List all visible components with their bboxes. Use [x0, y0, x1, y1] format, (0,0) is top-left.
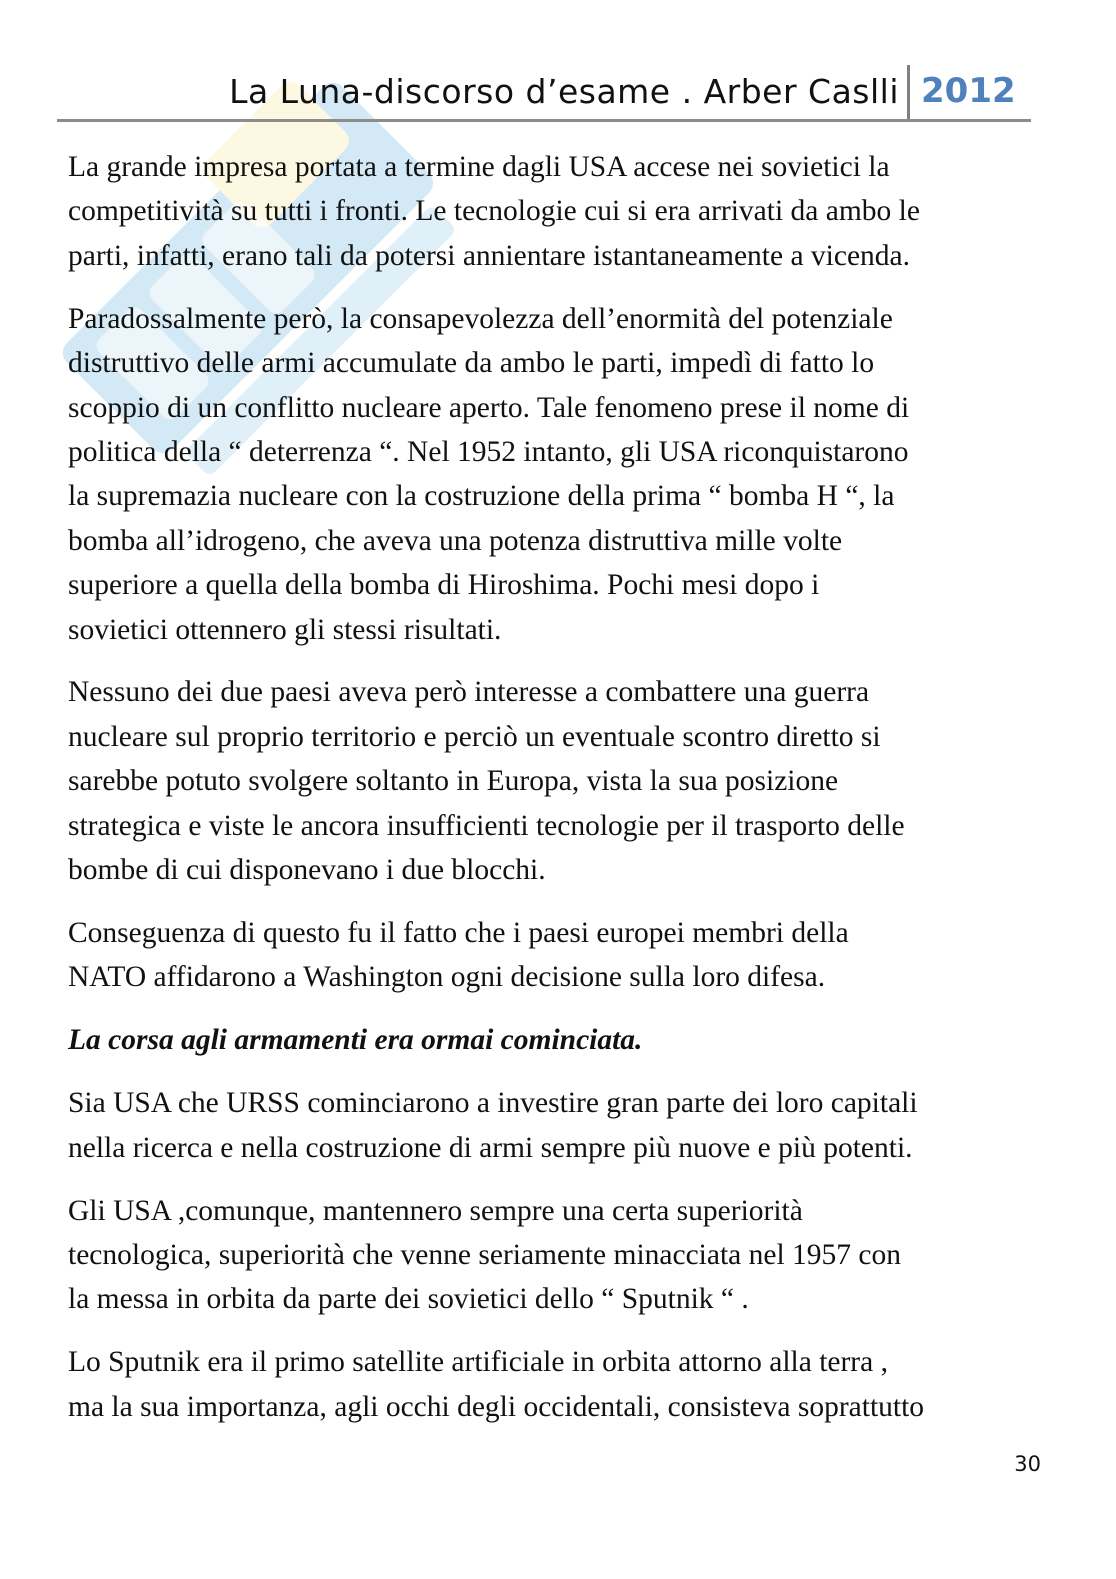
text-line: Sia USA che URSS cominciarono a investire gran parte dei loro capitali: [68, 1087, 918, 1120]
header-divider: [907, 65, 910, 120]
paragraph: [68, 1189, 1053, 1322]
section-heading: [68, 1018, 1053, 1062]
text-line: NATO affidarono a Washington ogni decisione sulla loro difesa.: [68, 961, 826, 994]
text-line: competitività su tutti i fronti. Le tecnologie cui si era arrivati da ambo le: [68, 195, 920, 228]
text-line: Gli USA ,comunque, mantennero sempre una certa superiorità: [68, 1194, 803, 1227]
text-line: bombe di cui disponevano i due blocchi.: [68, 854, 546, 887]
header-year: 2012: [921, 71, 1016, 111]
text-line: Conseguenza di questo fu il fatto che i paesi europei membri della: [68, 917, 849, 949]
body-text: [68, 145, 1053, 1448]
text-line: tecnologica, superiorità che venne seriamente minacciata nel 1957 con: [68, 1238, 902, 1271]
paragraph: [68, 911, 1053, 1000]
paragraph: [68, 145, 1053, 278]
text-line: la supremazia nucleare con la costruzione della prima “ bomba H “, la: [68, 480, 895, 513]
paragraph: [68, 1340, 1053, 1429]
text-line: nella ricerca e nella costruzione di armi sempre più nuove e più potenti.: [68, 1131, 913, 1164]
text-line: la messa in orbita da parte dei sovietici dello “ Sputnik “ .: [68, 1283, 749, 1316]
paragraph: [68, 1081, 1053, 1170]
text-line: sarebbe potuto svolgere soltanto in Europa, vista la sua posizione: [68, 765, 839, 798]
text-line: Nessuno dei due paesi aveva però interesse a combattere una guerra: [68, 676, 870, 709]
text-line: bomba all’idrogeno, che aveva una potenza distruttiva mille volte: [68, 524, 843, 557]
page-header: [57, 62, 1031, 120]
text-line: politica della “ deterrenza “. Nel 1952 intanto, gli USA riconquistarono: [68, 435, 909, 468]
text-line: Paradossalmente però, la consapevolezza dell’enormità del potenziale: [68, 302, 893, 335]
text-line: ma la sua importanza, agli occhi degli occidentali, consisteva soprattutto: [68, 1390, 925, 1423]
paragraph: [68, 670, 1053, 892]
text-line: sovietici ottennero gli stessi risultati.: [68, 613, 502, 646]
text-line: nucleare sul proprio territorio e perciò un eventuale scontro diretto si: [68, 720, 881, 753]
text-line: distruttivo delle armi accumulate da ambo le parti, impedì di fatto lo: [68, 347, 875, 380]
text-line: scoppio di un conflitto nucleare aperto. Tale fenomeno prese il nome di: [68, 391, 910, 424]
header-rule: [57, 119, 1031, 122]
page-number: 30: [1014, 1452, 1041, 1476]
text-line: superiore a quella della bomba di Hiroshima. Pochi mesi dopo i: [68, 569, 820, 602]
heading-line: La corsa agli armamenti era ormai cominciata.: [68, 1024, 643, 1057]
text-line: strategica e viste le ancora insufficienti tecnologie per il trasporto delle: [68, 809, 905, 842]
header-title: La Luna-discorso d’esame . Arber Caslli: [229, 72, 899, 111]
text-line: parti, infatti, erano tali da potersi annientare istantaneamente a vicenda.: [68, 239, 911, 272]
text-line: La grande impresa portata a termine dagli USA accese nei sovietici la: [68, 151, 890, 183]
text-line: Lo Sputnik era il primo satellite artificiale in orbita attorno alla terra ,: [68, 1346, 888, 1379]
paragraph: [68, 297, 1053, 652]
